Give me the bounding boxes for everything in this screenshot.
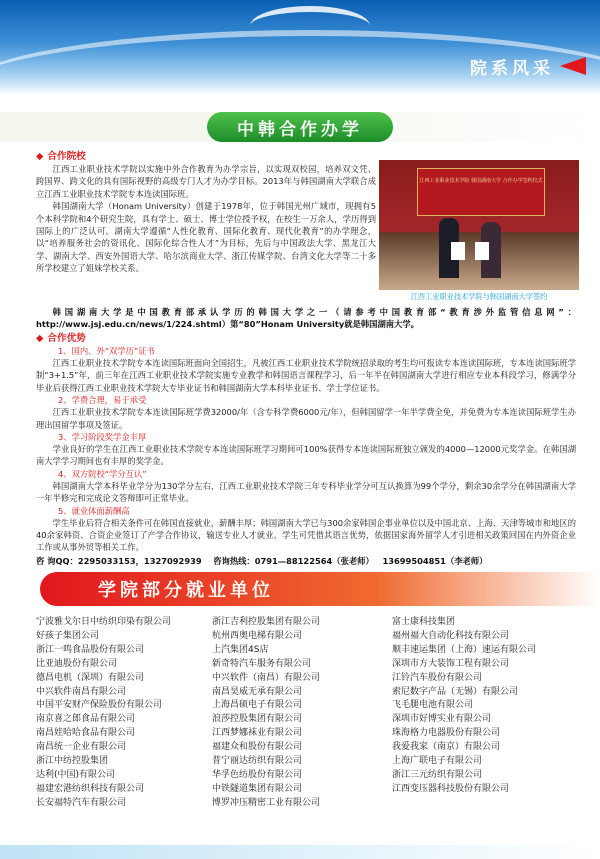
employers-list — [36, 616, 576, 846]
coop-advantage-heading: ◆ 合作优势 — [36, 332, 576, 345]
photo-document-left — [451, 242, 465, 260]
section-tag — [470, 54, 586, 78]
employer-item: 深圳市好博实业有限公司 — [392, 714, 492, 725]
photo-document-right — [475, 242, 489, 260]
coop-banner — [0, 112, 600, 142]
employer-item: 福建众和股份有限公司 — [212, 742, 303, 753]
employers-column-1 — [36, 616, 171, 811]
employer-item: 上汽集团4S店 — [212, 644, 269, 655]
advantage-title-3: 3、学习阶段奖学金丰厚 — [58, 432, 147, 443]
employer-item: 顺丰速运集团（上海）速运有限公司 — [392, 644, 537, 655]
coop-school-p1: 江西工业职业技术学院以实施中外合作教育为办学宗旨，以实现双校园，培养双文凭、跨国界、跨文化的具有国际视野的高级专门人才为办学目标。2013年与韩国湖南大学联合成立江西工业职业技术学院专本连读国际班。 — [36, 164, 376, 199]
employers-column-3 — [392, 616, 536, 797]
coop-school-section — [36, 150, 376, 275]
employer-item: 浙江三元纺织有限公司 — [392, 769, 483, 780]
employer-item: 浪莎控股集团有限公司 — [212, 714, 303, 725]
employer-item: 中兴软件南昌有限公司 — [36, 686, 127, 697]
employer-item: 南京喜之郎食品有限公司 — [36, 714, 136, 725]
employer-item: 深圳市方大装饰工程有限公司 — [392, 658, 510, 669]
coop-school-heading: ◆ 合作院校 — [36, 150, 376, 163]
advantage-text-1: 江西工业职业技术学院专本连读国际班面向全国招生，凡被江西工业职业技术学院统招录取的考生均可报读专本连读国际班，专本连读国际班学制“3+1.5”年，前三年在江西工业职业技术学院实施专业教学和韩国语言课程学习，后一年半在韩国湖南大学进行相应专业本科段学习，修满学分毕业后获得江西工业职业技术学院大专毕业证书和韩国湖南大学本科毕业证书、学士学位证书。 — [36, 358, 576, 393]
employer-item: 比亚迪股份有限公司 — [36, 658, 118, 669]
advantage-title-5: 5、就业体面薪酬高 — [58, 505, 130, 516]
employer-item: 华孚色纺股份有限公司 — [212, 769, 303, 780]
contact-line — [36, 555, 576, 567]
employer-item: 江铃汽车股份有限公司 — [392, 672, 483, 683]
employer-item: 中铁隧道集团有限公司 — [212, 783, 303, 794]
employer-item: 长安福特汽车有限公司 — [36, 797, 127, 808]
logo-wing-decoration — [250, 6, 370, 46]
qq-numbers: 2295033153，1327092939 — [77, 555, 202, 566]
employer-item: 达利(中国)有限公司 — [36, 769, 116, 780]
employer-item: 中国平安财产保险股份有限公司 — [36, 700, 163, 711]
photo-board: 江西工业职业技术学院 韩国湖南大学 合作办学签约仪式 — [417, 168, 545, 216]
employer-item: 飞毛腿电池有限公司 — [392, 700, 474, 711]
hotline-label: 咨询热线： — [213, 555, 255, 566]
employer-item: 浙江吉利控股集团有限公司 — [212, 617, 321, 627]
employer-item: 德昌电机（深圳）有限公司 — [36, 672, 145, 683]
advantage-text-3: 学业良好的学生在江西工业职业技术学院专本连读国际班学习期间可100%获得专本连读国际班独立颁发的4000—12000元奖学金。在韩国湖南大学学习期间也有丰厚的奖学金。 — [36, 444, 576, 467]
employer-item: 普宁丽达纺织有限公司 — [212, 756, 303, 767]
employer-item: 索尼数字产品（无锡）有限公司 — [392, 686, 519, 697]
coop-advantage-section — [36, 332, 576, 567]
employer-item: 上海广联电子有限公司 — [392, 756, 483, 767]
header-band — [0, 0, 600, 95]
advantage-title-1: 1、国内、外“双学历”证书 — [58, 346, 155, 356]
employers-column-2 — [212, 616, 320, 811]
coop-banner-title: 中韩合作办学 — [207, 112, 393, 142]
qq-label: 咨 询QQ： — [36, 555, 78, 566]
hotline-number: 0791—88122564（张老师） — [254, 555, 374, 566]
employer-item: 新奇特汽车服务有限公司 — [212, 658, 312, 669]
signing-photo — [379, 160, 579, 290]
employer-item: 富士康科技集团 — [392, 617, 456, 627]
advantage-text-5: 学生毕业后符合相关条件可在韩国直接就业，薪酬丰厚；韩国湖南大学已与300余家韩国企事业单位以及中国北京、上海、天津等城市和地区的40余家韩资、合资企业签订了产学合作协议，输送专业人才就业。学生可凭借其语言优势，依据国家海外留学人才引进相关政策回国在内外资企业工作或从事外贸等相关工作。 — [36, 517, 576, 553]
advantage-text-2: 江西工业职业技术学院专本连读国际班学费32000/年（含专科学费6000元/年），但韩国留学一年半学费全免，并免费为专本连读国际班学生办理出国留学事项及签证。 — [36, 407, 576, 430]
employer-item: 福州福大自动化科技有限公司 — [392, 630, 510, 641]
employer-item: 南昌统一企业有限公司 — [36, 742, 127, 753]
employer-item: 江西梦娜袜业有限公司 — [212, 728, 303, 739]
coop-school-p2: 韩国湖南大学（Honam University）创建于1978年，位于韩国光州广域市，现拥有5个本科学院和4个研究生院，具有学士、硕士、博士学位授予权，在校生一万余人，学历得到国际上的广泛认可。湖南大学遵循“人性化教育、国际化教育、现代化教育”的办学理念，以“培养服务社会的资讯化、国际化综合性人才”为目标，先后与中国政法大学、黑龙江大学、湖南大学、西安外国语大学、哈尔滨商业大学、浙江传媒学院、台湾文化大学等二十多所学校建立了姐妹学校关系。 — [36, 201, 376, 274]
employer-item: 杭州西奥电梯有限公司 — [212, 630, 303, 641]
employer-item: 好孩子集团公司 — [36, 630, 100, 641]
employer-item: 中兴软件（南昌）有限公司 — [212, 672, 321, 683]
employer-item: 珠海格力电器股份有限公司 — [392, 728, 501, 739]
coop-school-p3: 韩国湖南大学是中国教育部承认学历的韩国大学之一（请参考中国教育部“教育涉外监管信息网”：http://www.jsj.edu.cn/news/1/224.shtml）第“80”Honam University就是韩国湖南大学。 — [36, 307, 576, 330]
employer-item: 福建宏港纺织科技有限公司 — [36, 783, 145, 794]
arrow-left-icon — [560, 57, 586, 75]
employer-item: 博罗冲压精密工业有限公司 — [212, 797, 321, 808]
employer-item: 我爱我家（南京）有限公司 — [392, 742, 501, 753]
advantage-title-4: 4、双方院校“学分互认” — [58, 468, 147, 479]
section-title: 院系风采 — [470, 58, 554, 79]
coop-school-note — [36, 306, 576, 331]
employers-banner — [40, 572, 600, 606]
employer-item: 江西变压器科技股份有限公司 — [392, 783, 510, 794]
employer-item: 宁波雅戈尔日中纺织印染有限公司 — [36, 617, 172, 627]
mobile-number: 13699504851（李老师） — [382, 555, 488, 566]
employer-item: 浙江中纺控股集团 — [36, 756, 109, 767]
employer-item: 上海昌硕电子有限公司 — [212, 700, 303, 711]
advantage-title-2: 2、学费合理，易于承受 — [58, 395, 147, 406]
employers-banner-title: 学院部分就业单位 — [98, 580, 274, 601]
photo-caption: 江西工业职业技术学院与韩国湖南大学签约 — [379, 290, 579, 304]
footer-band — [0, 845, 600, 859]
employer-item: 南昌娃哈哈食品有限公司 — [36, 728, 136, 739]
employer-item: 浙江一鸣食品股份有限公司 — [36, 644, 145, 655]
employer-item: 南昌昊威无承有限公司 — [212, 686, 303, 697]
advantage-text-4: 韩国湖南大学本科毕业学分为130学分左右，江西工业职业技术学院三年专科毕业学分可互认换算为99个学分，剩余30余学分在韩国湖南大学一年半修完和完成论文答辩即可正常毕业。 — [36, 480, 576, 504]
